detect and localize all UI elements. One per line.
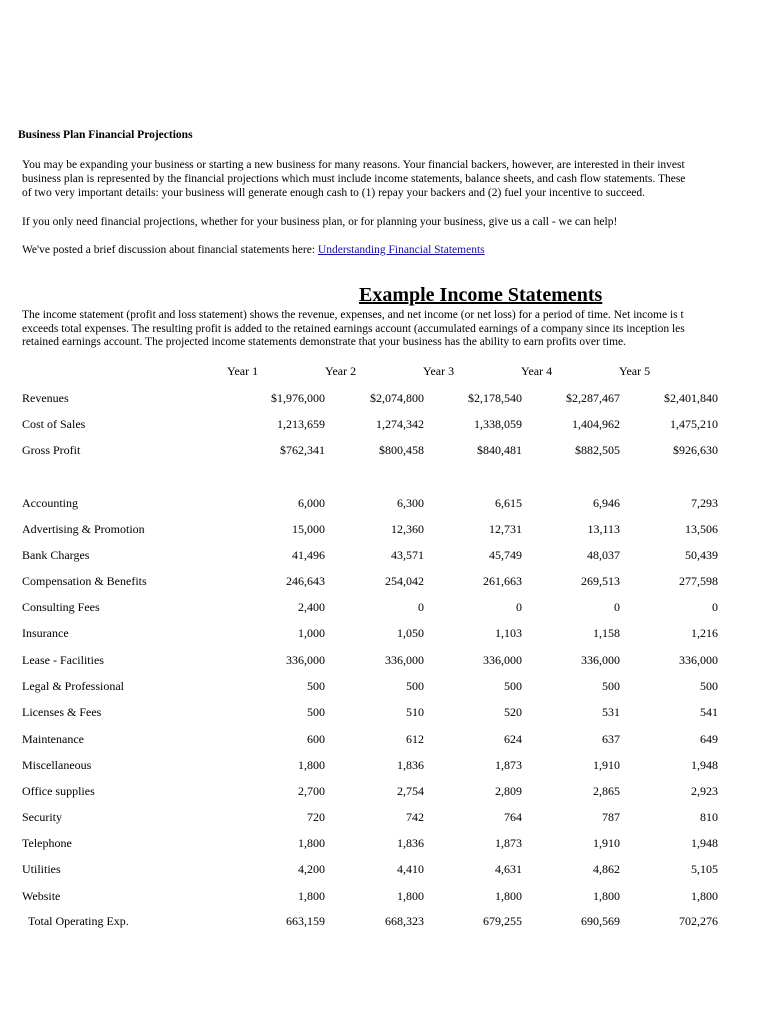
row-label: Bank Charges bbox=[22, 548, 90, 562]
table-row bbox=[0, 862, 768, 878]
table-cell: 679,255 bbox=[483, 914, 522, 928]
table-row bbox=[0, 548, 768, 564]
row-label: Office supplies bbox=[22, 784, 95, 798]
table-cell: $2,287,467 bbox=[566, 391, 620, 405]
table-cell: 254,042 bbox=[385, 574, 424, 588]
table-cell: 6,300 bbox=[397, 496, 424, 510]
table-cell: 1,910 bbox=[593, 836, 620, 850]
table-cell: 1,800 bbox=[397, 889, 424, 903]
section-title: Example Income Statements bbox=[359, 284, 603, 306]
table-cell: 1,050 bbox=[397, 626, 424, 640]
table-cell: 720 bbox=[307, 810, 325, 824]
intro-line: retained earnings account. The projected income statements demonstrate that your business has the ability to earn profits over time. bbox=[22, 336, 626, 348]
row-label: Revenues bbox=[22, 391, 69, 405]
row-label: Website bbox=[22, 889, 61, 903]
row-label: Miscellaneous bbox=[22, 758, 92, 772]
year-header: Year 1 bbox=[227, 364, 259, 378]
table-cell: 1,103 bbox=[495, 626, 522, 640]
table-cell: 1,800 bbox=[593, 889, 620, 903]
table-cell: 6,615 bbox=[495, 496, 522, 510]
table-cell: 277,598 bbox=[679, 574, 718, 588]
table-cell: 336,000 bbox=[483, 653, 522, 667]
table-cell: 1,216 bbox=[691, 626, 718, 640]
table-cell: 810 bbox=[700, 810, 718, 824]
table-row bbox=[0, 914, 768, 930]
table-row bbox=[0, 679, 768, 695]
table-cell: 0 bbox=[614, 600, 620, 614]
intro-paragraph bbox=[22, 158, 685, 200]
table-cell: 1,404,962 bbox=[572, 417, 620, 431]
table-cell: $2,178,540 bbox=[468, 391, 522, 405]
table-cell: 500 bbox=[406, 679, 424, 693]
table-row bbox=[0, 889, 768, 905]
table-row bbox=[0, 443, 768, 459]
table-cell: 2,923 bbox=[691, 784, 718, 798]
table-cell: 48,037 bbox=[587, 548, 620, 562]
table-cell: 1,800 bbox=[691, 889, 718, 903]
table-cell: 500 bbox=[504, 679, 522, 693]
table-cell: 624 bbox=[504, 732, 522, 746]
table-cell: 500 bbox=[307, 705, 325, 719]
link-paragraph bbox=[22, 243, 485, 257]
table-cell: $2,074,800 bbox=[370, 391, 424, 405]
row-label: Total Operating Exp. bbox=[28, 914, 129, 928]
paragraph-line: business plan is represented by the financial projections which must include income statements, balance sheets, and cash flow statements. These bbox=[22, 173, 686, 185]
table-cell: 6,000 bbox=[298, 496, 325, 510]
table-cell: $762,341 bbox=[280, 443, 325, 457]
table-row bbox=[0, 732, 768, 748]
table-row bbox=[0, 626, 768, 642]
table-cell: 2,700 bbox=[298, 784, 325, 798]
table-cell: 15,000 bbox=[292, 522, 325, 536]
table-cell: 0 bbox=[516, 600, 522, 614]
table-cell: 612 bbox=[406, 732, 424, 746]
table-cell: 50,439 bbox=[685, 548, 718, 562]
table-row bbox=[0, 836, 768, 852]
table-cell: 1,948 bbox=[691, 758, 718, 772]
table-cell: 7,293 bbox=[691, 496, 718, 510]
table-cell: 541 bbox=[700, 705, 718, 719]
row-label: Cost of Sales bbox=[22, 417, 86, 431]
table-cell: 12,360 bbox=[391, 522, 424, 536]
year-header: Year 3 bbox=[423, 364, 455, 378]
table-row bbox=[0, 496, 768, 512]
table-cell: 1,213,659 bbox=[277, 417, 325, 431]
table-cell: 531 bbox=[602, 705, 620, 719]
intro-line: exceeds total expenses. The resulting profit is added to the retained earnings account (accumulated earnings of a company since its inception les bbox=[22, 322, 685, 335]
table-row bbox=[0, 758, 768, 774]
row-label: Advertising & Promotion bbox=[22, 522, 145, 536]
table-cell: 4,410 bbox=[397, 862, 424, 876]
table-cell: 336,000 bbox=[679, 653, 718, 667]
table-row bbox=[0, 600, 768, 616]
table-cell: $840,481 bbox=[477, 443, 522, 457]
table-cell: $1,976,000 bbox=[271, 391, 325, 405]
table-cell: 41,496 bbox=[292, 548, 325, 562]
table-cell: 43,571 bbox=[391, 548, 424, 562]
table-cell: 764 bbox=[504, 810, 522, 824]
table-cell: 668,323 bbox=[385, 914, 424, 928]
link-prefix: We've posted a brief discussion about financial statements here: bbox=[22, 244, 318, 256]
row-label: Consulting Fees bbox=[22, 600, 100, 614]
contact-paragraph: If you only need financial projections, whether for your business plan, or for planning your business, give us a call - we can help! bbox=[22, 216, 618, 228]
table-cell: 4,200 bbox=[298, 862, 325, 876]
row-label: Maintenance bbox=[22, 732, 84, 746]
year-header: Year 5 bbox=[619, 364, 651, 378]
table-cell: 246,643 bbox=[286, 574, 325, 588]
table-cell: 1,800 bbox=[298, 836, 325, 850]
table-cell: 1,475,210 bbox=[670, 417, 718, 431]
table-cell: 1,158 bbox=[593, 626, 620, 640]
table-cell: 2,809 bbox=[495, 784, 522, 798]
table-row bbox=[0, 705, 768, 721]
table-cell: 336,000 bbox=[286, 653, 325, 667]
year-header: Year 2 bbox=[325, 364, 357, 378]
table-cell: 1,274,342 bbox=[376, 417, 424, 431]
table-cell: 500 bbox=[602, 679, 620, 693]
table-cell: 4,862 bbox=[593, 862, 620, 876]
row-label: Legal & Professional bbox=[22, 679, 124, 693]
row-label: Utilities bbox=[22, 862, 61, 876]
table-row bbox=[0, 417, 768, 433]
table-cell: $2,401,840 bbox=[664, 391, 718, 405]
row-label: Telephone bbox=[22, 836, 72, 850]
table-cell: 1,836 bbox=[397, 758, 424, 772]
paragraph-line: of two very important details: your business will generate enough cash to (1) repay your backers and (2) fuel your incentive to succeed. bbox=[22, 187, 646, 199]
table-cell: 637 bbox=[602, 732, 620, 746]
table-cell: 787 bbox=[602, 810, 620, 824]
table-cell: 336,000 bbox=[385, 653, 424, 667]
table-row bbox=[0, 653, 768, 669]
table-cell: $926,630 bbox=[673, 443, 718, 457]
paragraph-line: You may be expanding your business or starting a new business for many reasons. Your financial backers, however, are interested in their invest bbox=[22, 159, 685, 171]
table-cell: 269,513 bbox=[581, 574, 620, 588]
table-cell: 500 bbox=[307, 679, 325, 693]
table-cell: 12,731 bbox=[489, 522, 522, 536]
table-cell: 2,400 bbox=[298, 600, 325, 614]
understanding-financial-statements-link[interactable]: Understanding Financial Statements bbox=[317, 244, 485, 256]
table-cell: 1,338,059 bbox=[474, 417, 522, 431]
table-cell: 13,506 bbox=[685, 522, 718, 536]
table-cell: 1,836 bbox=[397, 836, 424, 850]
table-cell: 1,873 bbox=[495, 836, 522, 850]
row-label: Gross Profit bbox=[22, 443, 81, 457]
table-cell: $800,458 bbox=[379, 443, 424, 457]
table-row bbox=[0, 522, 768, 538]
table-cell: 500 bbox=[700, 679, 718, 693]
row-label: Security bbox=[22, 810, 62, 824]
table-cell: 1,873 bbox=[495, 758, 522, 772]
table-cell: $882,505 bbox=[575, 443, 620, 457]
table-cell: 4,631 bbox=[495, 862, 522, 876]
table-row bbox=[0, 574, 768, 590]
table-cell: 45,749 bbox=[489, 548, 522, 562]
year-header: Year 4 bbox=[521, 364, 553, 378]
table-cell: 1,910 bbox=[593, 758, 620, 772]
table-cell: 742 bbox=[406, 810, 424, 824]
table-cell: 1,000 bbox=[298, 626, 325, 640]
table-cell: 600 bbox=[307, 732, 325, 746]
table-cell: 261,663 bbox=[483, 574, 522, 588]
table-cell: 336,000 bbox=[581, 653, 620, 667]
table-cell: 2,754 bbox=[397, 784, 424, 798]
table-cell: 663,159 bbox=[286, 914, 325, 928]
row-label: Compensation & Benefits bbox=[22, 574, 147, 588]
table-row bbox=[0, 391, 768, 407]
table-cell: 1,800 bbox=[495, 889, 522, 903]
table-cell: 0 bbox=[712, 600, 718, 614]
table-cell: 1,800 bbox=[298, 889, 325, 903]
table-cell: 13,113 bbox=[587, 522, 620, 536]
table-cell: 1,948 bbox=[691, 836, 718, 850]
row-label: Licenses & Fees bbox=[22, 705, 102, 719]
table-row bbox=[0, 784, 768, 800]
row-label: Accounting bbox=[22, 496, 78, 510]
intro-line: The income statement (profit and loss statement) shows the revenue, expenses, and net income (or net loss) for a period of time. Net income is t bbox=[22, 309, 684, 321]
table-cell: 520 bbox=[504, 705, 522, 719]
table-cell: 2,865 bbox=[593, 784, 620, 798]
row-label: Insurance bbox=[22, 626, 69, 640]
table-cell: 702,276 bbox=[679, 914, 718, 928]
table-cell: 0 bbox=[418, 600, 424, 614]
income-statement-intro bbox=[22, 309, 685, 350]
table-row bbox=[0, 810, 768, 826]
page-heading: Business Plan Financial Projections bbox=[18, 129, 193, 141]
table-cell: 690,569 bbox=[581, 914, 620, 928]
row-label: Lease - Facilities bbox=[22, 653, 104, 667]
table-cell: 1,800 bbox=[298, 758, 325, 772]
table-cell: 649 bbox=[700, 732, 718, 746]
table-cell: 5,105 bbox=[691, 862, 718, 876]
table-cell: 510 bbox=[406, 705, 424, 719]
table-cell: 6,946 bbox=[593, 496, 620, 510]
